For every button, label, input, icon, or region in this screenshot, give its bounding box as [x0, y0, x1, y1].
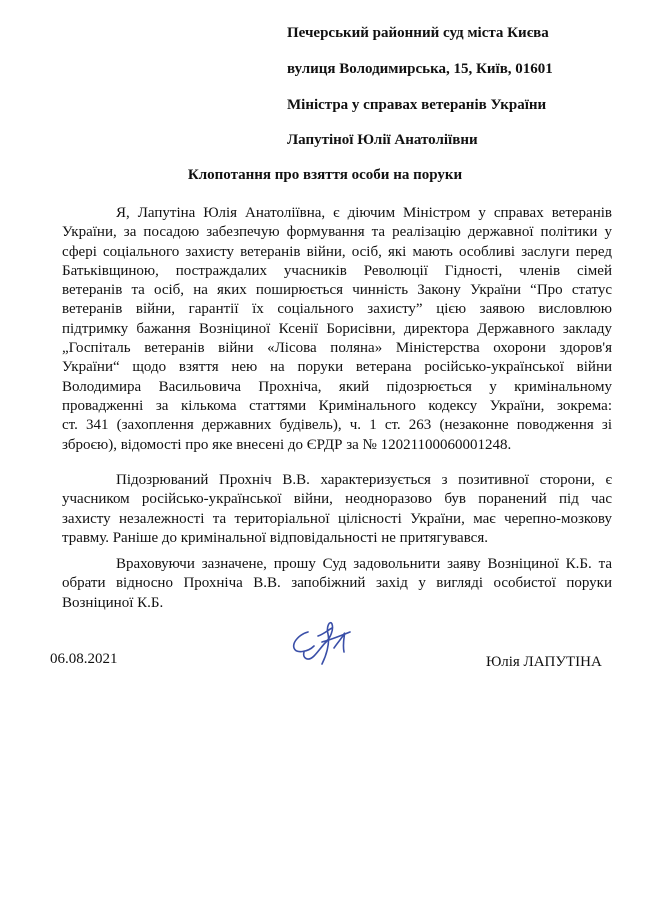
- handwritten-signature: [278, 612, 378, 677]
- paragraph-line: сфері соціального захисту ветеранів війни, осіб, які мають особливі заслуги перед: [62, 243, 612, 260]
- paragraph-line: Батьківщиною, постраждалих учасників Революції Гідності, членів сімей: [62, 262, 612, 279]
- paragraph-line: Возніциної К.Б.: [62, 594, 164, 611]
- paragraph-line: України, за посадою забезпечую формування та реалізацію державної політики у: [62, 224, 612, 241]
- court-address: вулиця Володимирська, 15, Київ, 01601: [287, 61, 553, 77]
- paragraph-line: України“ щодо взяття нею на поруки ветерана російсько-української війни: [62, 359, 612, 376]
- paragraph-line: зброєю), відомості про яке внесені до ЄРДР за № 12021100060001248.: [62, 436, 512, 453]
- paragraph-line: „Госпіталь ветеранів війни «Лісова поляна» Міністерства охорони здоров'я: [62, 340, 612, 357]
- paragraph-line: Я, Лапутіна Юлія Анатоліївна, є діючим Міністром у справах ветеранів: [116, 205, 612, 221]
- document-title: Клопотання про взяття особи на поруки: [187, 167, 463, 183]
- paragraph-line: провадженні за кількома статтями Кримінального кодексу України, зокрема:: [62, 397, 612, 414]
- paragraph-line: Підозрюваний Прохніч В.В. характеризується з позитивної сторони, є: [116, 472, 612, 488]
- signer-name: Юлія ЛАПУТІНА: [486, 654, 602, 670]
- paragraph-line: Володимира Васильовича Прохніча, який підозрюється у кримінальному: [62, 378, 612, 395]
- paragraph-line: ст. 341 (захоплення державних будівель), ч. 1 ст. 263 (незаконне поводження зі: [62, 417, 612, 434]
- paragraph-line: захисту незалежності та територіальної цілісності України, має черепно-мозкову: [62, 510, 612, 527]
- paragraph-line: учасником російсько-української війни, неодноразово був поранений під час: [62, 491, 612, 508]
- paragraph-line: травму. Раніше до кримінальної відповідальності не притягувався.: [62, 529, 488, 546]
- paragraph-line: обрати відносно Прохніча В.В. запобіжний захід у вигляді особистої поруки: [62, 575, 612, 592]
- signature-icon: [278, 612, 378, 672]
- paragraph-line: підтримку бажання Возніциної Ксенії Борисівни, директора Державного закладу: [62, 320, 612, 337]
- paragraph-line: ветеранів війни, гарантії їх соціального захисту” цією заявою висловлюю: [62, 301, 612, 318]
- sender-position: Міністра у справах ветеранів України: [287, 97, 547, 113]
- document-date: 06.08.2021: [50, 651, 118, 667]
- court-name: Печерський районний суд міста Києва: [287, 25, 549, 41]
- paragraph-line: ветеранів та осіб, на яких поширюється чинність Закону України “Про статус: [62, 282, 612, 299]
- sender-name: Лапутіної Юлії Анатоліївни: [287, 132, 478, 148]
- paragraph-line: Враховуючи зазначене, прошу Суд задовольнити заяву Возніциної К.Б. та: [116, 556, 612, 572]
- paragraph-1: [62, 204, 612, 455]
- paragraph-3: [62, 555, 612, 613]
- paragraph-2: [62, 471, 612, 548]
